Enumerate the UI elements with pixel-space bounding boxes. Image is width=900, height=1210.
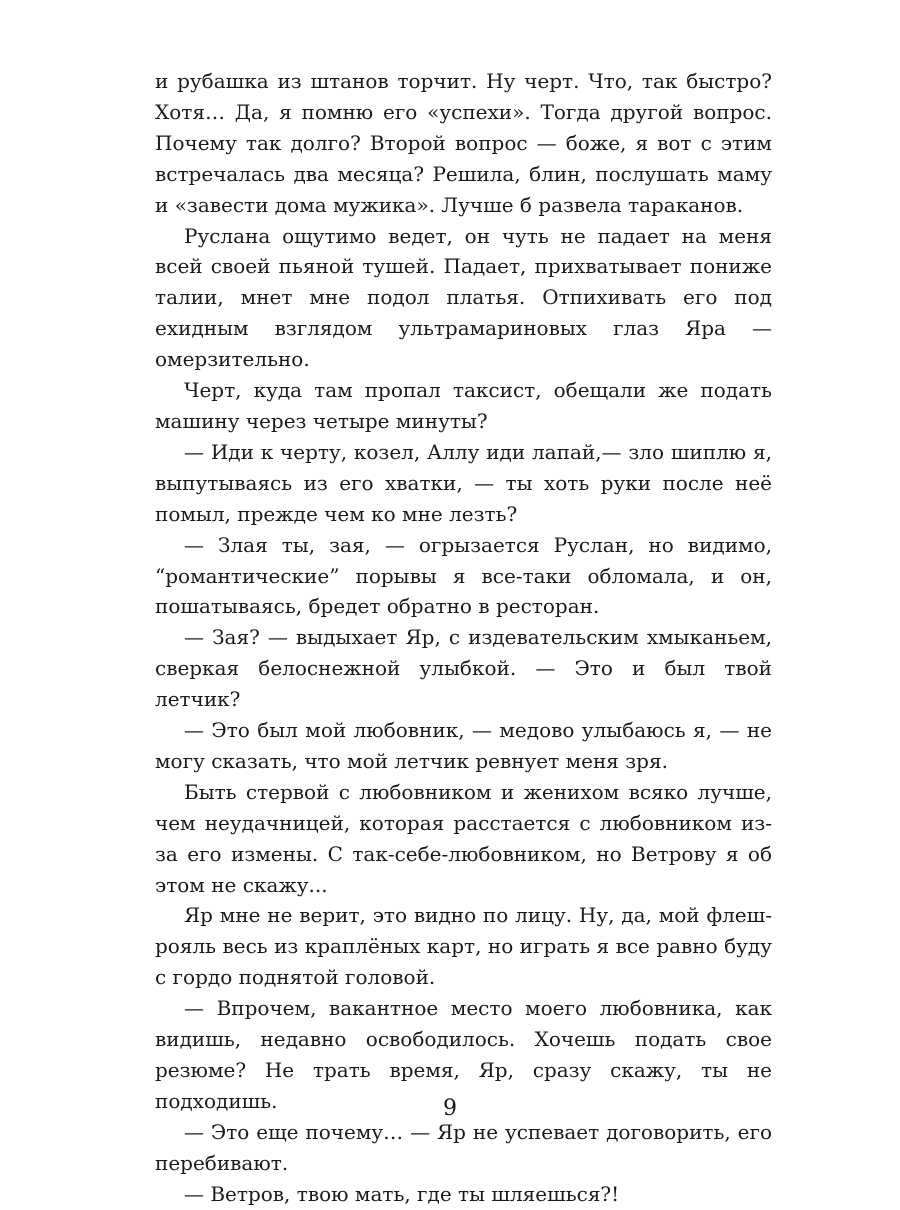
paragraph: — Ветров, твою мать, где ты шляешься?!	[184, 1181, 620, 1206]
paragraph: — Злая ты, зая, — огрызается Руслан, но видимо, “романтические” порывы я все-таки обломала, и он, пошатываясь, бредет обратно в ресторан.	[155, 532, 772, 619]
paragraph: — Иди к черту, козел, Аллу иди лапай,— зло шиплю я, выпутываясь из его хватки, — ты хоть руки после неё помыл, прежде чем ко мне лезть?	[155, 439, 772, 526]
paragraph: — Это еще почему… — Яр не успевает договорить, его перебивают.	[155, 1119, 772, 1175]
page-number: 9	[443, 1096, 457, 1121]
paragraph: и рубашка из штанов торчит. Ну черт. Что, так быстро? Хотя… Да, я помню его «успехи». Тогда другой вопрос. Почему так долго? Второй вопрос — боже, я вот с этим встречалась два месяца? Решила, блин, послушать маму и «завести дома мужика». Лучше б развела тараканов.	[155, 69, 772, 217]
paragraph: Руслана ощутимо ведет, он чуть не падает на меня всей своей пьяной тушей. Падает, прихватывает пониже талии, мнет мне подол платья. Отпихивать его под ехидным взглядом ультрамариновых глаз Яра — омерзительно.	[155, 223, 772, 372]
paragraph: Быть стервой с любовником и женихом всяко лучше, чем неудачницей, которая расстается с любовником из-за его измены. С так-себе-любовником, но Ветрову я об этом не скажу...	[155, 779, 772, 897]
paragraph: Яр мне не верит, это видно по лицу. Ну, да, мой флеш-рояль весь из краплёных карт, но играть я все равно буду с гордо поднятой головой.	[155, 903, 772, 990]
paragraph: — Впрочем, вакантное место моего любовника, как видишь, недавно освободилось. Хочешь подать свое резюме? Не трать время, Яр, сразу скажу, ты не подходишь.	[155, 996, 772, 1113]
paragraph: — Зая? — выдыхает Яр, с издевательским хмыканьем, сверкая белоснежной улыбкой. — Это и был твой летчик?	[155, 625, 772, 712]
paragraph: Черт, куда там пропал таксист, обещали же подать машину через четыре минуты?	[155, 378, 772, 433]
body-text	[155, 66, 772, 1210]
paragraph: — Это был мой любовник, — медово улыбаюсь я, — не могу сказать, что мой летчик ревнует меня зря.	[155, 718, 772, 773]
